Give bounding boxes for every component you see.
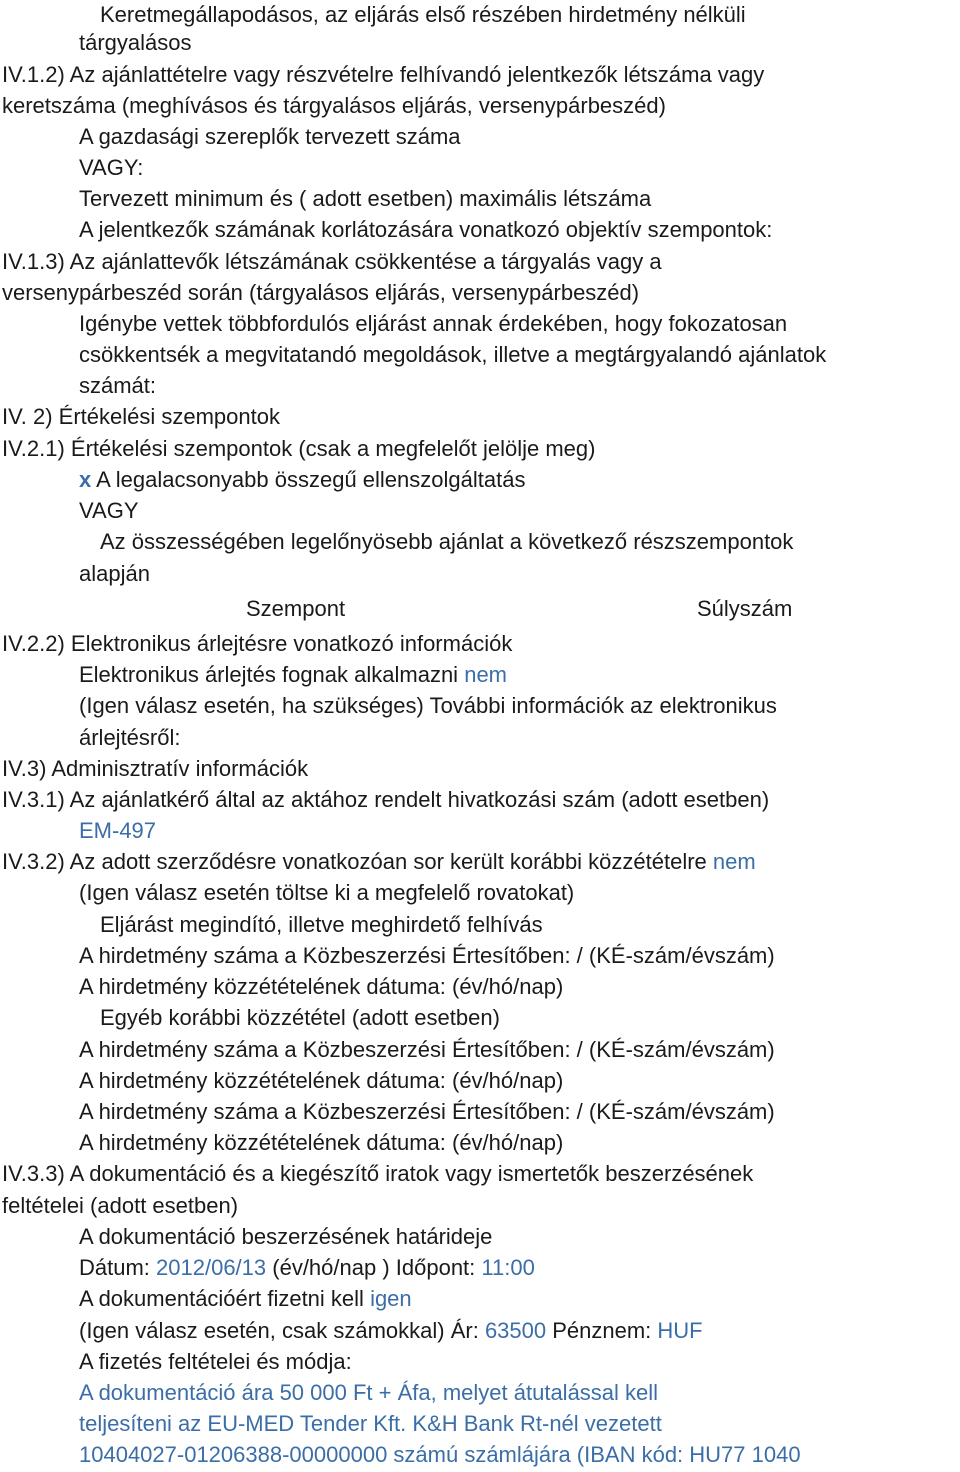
or-label: VAGY: (79, 155, 144, 180)
e-auction-info-label-cont: árlejtésről: (79, 725, 181, 750)
payment-terms-value-1: A dokumentáció ára 50 000 Ft + Áfa, melyet átutalással kell (79, 1380, 659, 1405)
reference-number-value: EM-497 (79, 818, 157, 843)
deadline-date-value: 2012/06/13 (156, 1255, 267, 1280)
lowest-price-label: A legalacsonyabb összegű ellenszolgáltatás (96, 467, 526, 492)
selected-mark: x (79, 467, 92, 492)
section-iv-1-3-heading: IV.1.3) Az ajánlattevők létszámának csökkentése a tárgyalás vagy a (2, 249, 662, 274)
section-iv-3-heading: IV.3) Adminisztratív információk (2, 756, 309, 781)
min-max-label: Tervezett minimum és ( adott esetben) maximális létszáma (79, 186, 652, 211)
call-for-competition-label: Eljárást megindító, illetve meghirdető felhívás (100, 912, 543, 937)
other-publication-label: Egyéb korábbi közzététel (adott esetben) (100, 1005, 500, 1030)
section-iv-3-2-heading: IV.3.2) Az adott szerződésre vonatkozóan sor került korábbi közzétételre (2, 849, 707, 874)
e-auction-info-label: (Igen válasz esetén, ha szükséges) További információk az elektronikus (79, 693, 777, 718)
best-value-option-cont: alapján (79, 561, 150, 586)
procedure-type-line-1: Keretmegállapodásos, az eljárás első részében hirdetmény nélküli (100, 2, 746, 27)
notice-number-label-3: A hirdetmény száma a Közbeszerzési Értesítőben: / (KÉ-szám/évszám) (79, 1099, 775, 1124)
section-iv-2-1-heading: IV.2.1) Értékelési szempontok (csak a megfelelőt jelölje meg) (2, 436, 596, 461)
section-iv-3-1-heading: IV.3.1) Az ajánlatkérő által az aktához rendelt hivatkozási szám (adott esetben) (2, 787, 770, 812)
price-label: (Igen válasz esetén, csak számokkal) Ár: (79, 1318, 485, 1343)
deadline-line (79, 1255, 535, 1281)
multi-round-label: Igénybe vettek többfordulós eljárást annak érdekében, hogy fokozatosan (79, 311, 788, 336)
payment-required-line (79, 1286, 412, 1312)
weight-column-header: Súlyszám (697, 596, 793, 621)
date-label: Dátum: (79, 1255, 157, 1280)
payment-required-value: igen (370, 1286, 412, 1311)
currency-value: HUF (657, 1318, 703, 1343)
payment-required-label: A dokumentációért fizetni kell (79, 1286, 364, 1311)
documentation-deadline-label: A dokumentáció beszerzésének határideje (79, 1224, 493, 1249)
payment-terms-value-3: 10404027-01206388-00000000 számú számlájára (IBAN kód: HU77 1040 (79, 1442, 801, 1467)
section-iv-1-2-heading-cont: keretszáma (meghívásos és tárgyalásos eljárás, versenypárbeszéd) (2, 93, 666, 118)
multi-round-label-end: számát: (79, 373, 157, 398)
section-iv-3-3-heading-cont: feltételei (adott esetben) (2, 1193, 239, 1218)
or-label-2: VAGY (79, 498, 139, 523)
notice-date-label-3: A hirdetmény közzétételének dátuma: (év/hó/nap) (79, 1130, 564, 1155)
planned-operators-label: A gazdasági szereplők tervezett száma (79, 124, 461, 149)
price-value: 63500 (484, 1318, 547, 1343)
procedure-type-line-2: tárgyalásos (79, 30, 192, 55)
notice-date-label-2: A hirdetmény közzétételének dátuma: (év/hó/nap) (79, 1068, 564, 1093)
deadline-time-value: 11:00 (481, 1255, 535, 1280)
time-label: (év/hó/nap ) Időpont: (266, 1255, 482, 1280)
section-iv-1-2-heading: IV.1.2) Az ajánlattételre vagy részvételre felhívandó jelentkezők létszáma vagy (2, 62, 765, 87)
section-iv-2-heading: IV. 2) Értékelési szempontok (2, 404, 280, 429)
multi-round-label-cont: csökkentsék a megvitatandó megoldások, illetve a megtárgyalandó ajánlatok (79, 342, 827, 367)
best-value-option: Az összességében legelőnyösebb ajánlat a következő részszempontok (100, 529, 794, 554)
price-line (79, 1318, 703, 1344)
payment-terms-label: A fizetés feltételei és módja: (79, 1349, 352, 1374)
e-auction-label: Elektronikus árlejtés fognak alkalmazni (79, 662, 459, 687)
currency-label: Pénznem: (546, 1318, 658, 1343)
limitation-criteria-label: A jelentkezők számának korlátozására vonatkozó objektív szempontok: (79, 217, 773, 242)
notice-number-label-1: A hirdetmény száma a Közbeszerzési Értesítőben: / (KÉ-szám/évszám) (79, 943, 775, 968)
criterion-column-header: Szempont (246, 596, 346, 621)
lowest-price-option (79, 467, 525, 493)
fill-instructions: (Igen válasz esetén töltse ki a megfelelő rovatokat) (79, 880, 575, 905)
payment-terms-value-2: teljesíteni az EU-MED Tender Kft. K&H Bank Rt-nél vezetett (79, 1411, 662, 1436)
section-iv-2-2-heading: IV.2.2) Elektronikus árlejtésre vonatkozó információk (2, 631, 513, 656)
notice-date-label-1: A hirdetmény közzétételének dátuma: (év/hó/nap) (79, 974, 564, 999)
e-auction-line (79, 662, 507, 688)
notice-number-label-2: A hirdetmény száma a Közbeszerzési Értesítőben: / (KÉ-szám/évszám) (79, 1037, 775, 1062)
section-iv-1-3-heading-cont: versenypárbeszéd során (tárgyalásos eljárás, versenypárbeszéd) (2, 280, 640, 305)
prior-publication-value: nem (712, 849, 756, 874)
section-iv-3-3-heading: IV.3.3) A dokumentáció és a kiegészítő iratok vagy ismertetők beszerzésének (2, 1161, 754, 1186)
e-auction-value: nem (464, 662, 507, 687)
section-iv-3-2-line (2, 849, 756, 875)
